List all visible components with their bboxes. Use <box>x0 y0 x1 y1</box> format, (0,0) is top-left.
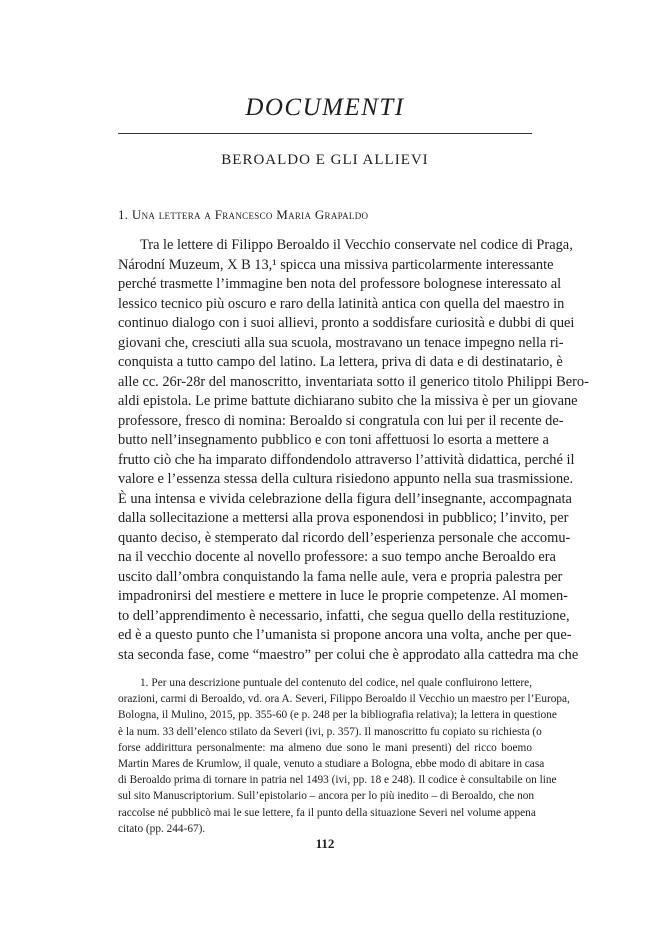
body-line: aldi epistola. Le prime battute dichiarano subito che la missiva è per un giovane <box>118 393 578 409</box>
body-line: impadronirsi del mestiere e mettere in luce le proprie competenze. Al momen- <box>118 588 568 604</box>
body-line: dalla sollecitazione a mettersi alla prova esponendosi in pubblico; l’invito, per <box>118 510 569 526</box>
body-line: na il vecchio docente al novello professore: a suo tempo anche Beroaldo era <box>118 549 556 565</box>
footnote-line: è la num. 33 dell’elenco stilato da Severi (ivi, p. 357). Il manoscritto fu copiato su richiesta (o <box>118 725 542 738</box>
body-line: valore e l’essenza stessa della cultura risiedono appunto nella sua trasmissione. <box>118 471 574 487</box>
footnotes <box>118 675 570 837</box>
footnote-line: orazioni, carmi di Beroaldo, vd. ora A. Severi, Filippo Beroaldo il Vecchio un maestro per l’Europa, <box>118 693 570 706</box>
body-line: uscito dall’ombra conquistando la fama nelle aule, vera e propria palestra per <box>118 568 563 585</box>
body-line: quanto deciso, è stemperato dal ricordo dell’esperienza personale che accomu- <box>118 529 571 546</box>
footnote-line: sul sito Manuscriptorium. Sull’epistolario – ancora per lo più inedito – di Beroaldo, che non <box>118 790 535 803</box>
footnote-line: di Beroaldo prima di tornare in patria nel 1493 (ivi, pp. 18 e 248). Il codice è consultabile on line <box>118 774 557 787</box>
body-line: Národní Muzeum, X B 13,¹ spicca una missiva particolarmente interessante <box>118 256 554 273</box>
footnote-line: raccolse né pubblicò mai le sue lettere, fa il punto della situazione Severi nel volume appena <box>118 806 536 819</box>
body-line: conquista a tutto campo del latino. La lettera, priva di data e di destinatario, è <box>118 354 563 370</box>
body-line: professore, fresco di nomina: Beroaldo si congratula con lui per il recente de- <box>118 412 564 429</box>
section-heading: 1. Una lettera a Francesco Maria Grapaldo <box>118 207 369 222</box>
footnote-line: Bologna, il Mulino, 2015, pp. 355-60 (e p. 248 per la bibliografia relativa); la lettera in questione <box>118 709 557 722</box>
footnote-line: forse addirittura personalmente: ma almeno due sono le mani presenti) del ricco boemo <box>118 741 532 754</box>
body-line: continuo dialogo con i suoi allievi, pronto a soddisfare curiosità e dubbi di quei <box>118 315 575 331</box>
body-line: perché trasmette l’immagine ben nota del professore bolognese interessato al <box>118 276 562 292</box>
body-line: È una intensa e vivida celebrazione della figura dell’insegnante, accompagnata <box>118 490 572 507</box>
title-divider <box>118 133 532 134</box>
footnote-line: 1. Per una descrizione puntuale del contenuto del codice, nel quale confluirono lettere, <box>140 677 532 689</box>
footnote-line: citato (pp. 244-67). <box>118 822 206 835</box>
body-line: lessico tecnico più oscuro e raro della latinità antica con quella del maestro in <box>118 295 565 312</box>
body-line: alle cc. 26r-28r del manoscritto, inventariata sotto il generico titolo Philippi Bero- <box>118 373 589 390</box>
body-line: butto nell’insegnamento pubblico e con toni affettuosi lo esorta a mettere a <box>118 432 549 448</box>
footnote-line: Martin Mares de Krumlow, il quale, venuto a studiare a Bologna, ebbe modo di abitare in casa <box>118 757 545 770</box>
page-number: 112 <box>315 836 335 851</box>
body-text <box>118 236 589 665</box>
body-line: to dell’apprendimento è necessario, infatti, che segua quello della restituzione, <box>118 607 570 624</box>
body-line: ed è a questo punto che l’umanista si propone ancora una volta, anche per que- <box>118 627 572 643</box>
chapter-subtitle: BEROALDO E GLI ALLIEVI <box>221 152 429 168</box>
page-title: DOCUMENTI <box>245 94 405 121</box>
body-line: Tra le lettere di Filippo Beroaldo il Vecchio conservate nel codice di Praga, <box>140 237 573 253</box>
body-line: sta seconda fase, come “maestro” per colui che è approdato alla cattedra ma che <box>118 646 579 663</box>
body-line: giovani che, cresciuti alla sua scuola, mostravano un tenace impegno nella ri- <box>118 334 564 351</box>
body-line: frutto ciò che ha imparato diffondendolo attraverso l’attività didattica, perché il <box>118 451 575 468</box>
